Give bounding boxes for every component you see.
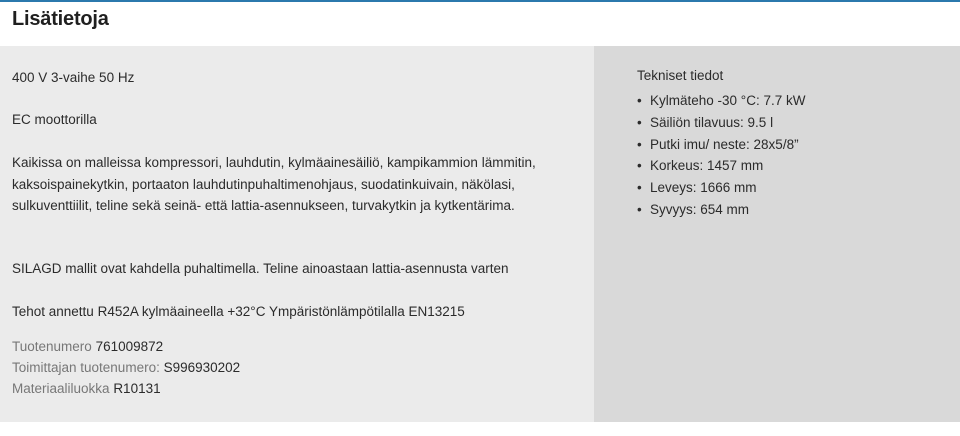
spec-item (637, 155, 805, 177)
supplier-number-label: Toimittajan tuotenumero: (12, 360, 160, 375)
silagd-note-text: SILAGD mallit ovat kahdella puhaltimella. Teline ainoastaan lattia-asennusta varten (12, 261, 509, 276)
specs-panel (594, 46, 960, 422)
spec-item (637, 90, 805, 112)
section-title: Lisätietoja (12, 8, 109, 30)
spec-pipe-size: Putki imu/ neste: 28x5/8” (650, 136, 799, 152)
spec-item (637, 112, 805, 134)
specs-list (637, 90, 805, 221)
bullet-icon: • (637, 158, 642, 174)
product-number-row (12, 336, 163, 357)
bullet-icon: • (637, 114, 642, 130)
section-header (0, 2, 960, 46)
bullet-icon: • (637, 136, 642, 152)
spec-cooling-power: Kylmäteho -30 °C: 7.7 kW (650, 93, 806, 108)
supplier-number-row (12, 357, 240, 378)
spec-width: Leveys: 1666 mm (650, 180, 757, 196)
material-class-value: R10131 (113, 381, 161, 396)
spec-item (637, 134, 805, 156)
voltage-text: 400 V 3-vaihe 50 Hz (12, 70, 135, 85)
description-panel (0, 46, 594, 422)
spec-depth: Syvyys: 654 mm (650, 201, 750, 217)
features-text: Kaikissa on malleissa kompressori, lauhdutin, kylmäainesäiliö, kampikammion lämmitin, kaksoispainekytkin, portaaton lauhdutinpuhaltimenohjaus, suodatinkuivain, näkölasi, sulkuventtiilit, teline sekä seinä- että lattia-asennukseen, turvakytkin ja kytkentärima. (12, 155, 536, 213)
spec-tank-volume: Säiliön tilavuus: 9.5 l (650, 114, 774, 130)
bullet-icon: • (637, 93, 642, 108)
product-number-label: Tuotenumero (12, 339, 92, 354)
spec-item (637, 177, 805, 199)
bottom-spacer (0, 422, 960, 436)
product-number-value: 761009872 (95, 339, 164, 354)
material-class-row (12, 378, 161, 399)
material-class-label: Materiaaliluokka (12, 381, 110, 396)
supplier-number-value: S996930202 (163, 360, 241, 375)
bullet-icon: • (637, 180, 642, 196)
spec-height: Korkeus: 1457 mm (650, 158, 764, 174)
bullet-icon: • (637, 201, 642, 217)
specs-title: Tekniset tiedot (637, 68, 724, 83)
motor-text: EC moottorilla (12, 112, 97, 127)
capacity-note-text: Tehot annettu R452A kylmäaineella +32°C Ympäristönlämpötilalla EN13215 (12, 304, 465, 319)
spec-item (637, 199, 805, 221)
